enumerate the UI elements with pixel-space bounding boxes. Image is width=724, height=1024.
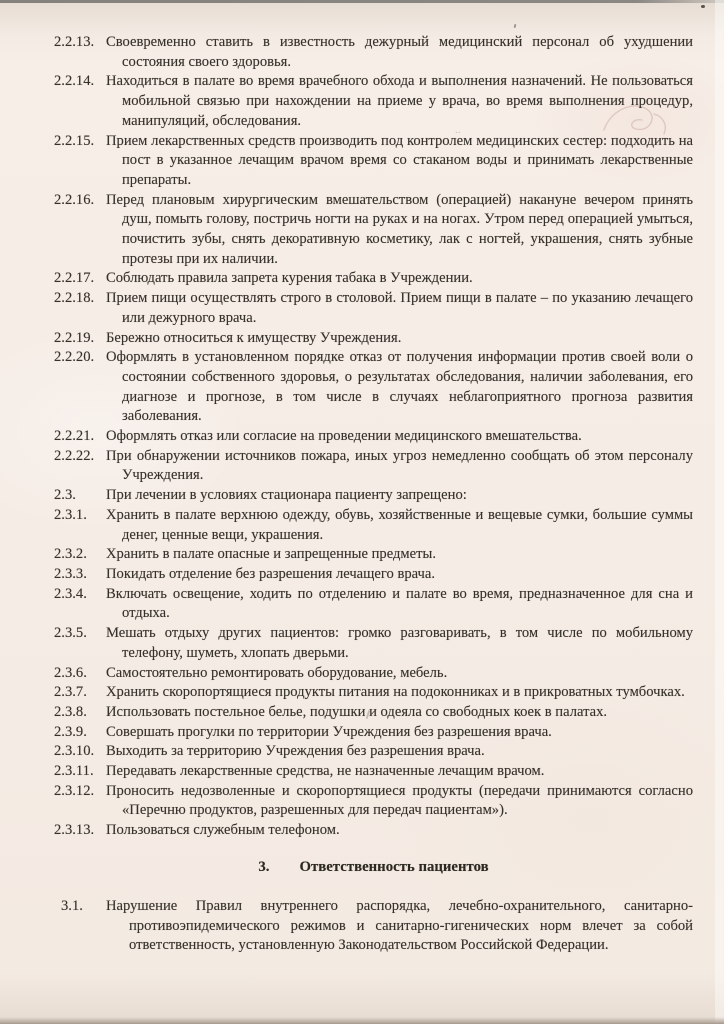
rule-item (54, 486, 693, 506)
rule-number: 2.3.1. (54, 506, 87, 523)
scan-bottom-edge (0, 1017, 724, 1024)
document-body (54, 33, 693, 956)
rule-text: Выходить за территорию Учреждения без разрешения врача. (106, 743, 485, 760)
rule-item (54, 723, 693, 743)
rule-text: Покидать отделение без разрешения лечащего врача. (106, 565, 435, 582)
rule-text: Нарушение Правил внутреннего распорядка, лечебно-охранительного, санитарно-противоэпидемического режимов и санитарно-гигенических норм влечет за собой ответственность, установленную Законодательством Российской Федерации. (106, 897, 693, 954)
rule-item (54, 289, 693, 328)
rule-text: Оформлять отказ или согласие на проведении медицинского вмешательства. (106, 428, 582, 445)
rule-number: 2.3.2. (54, 546, 87, 563)
rule-number: 2.3.3. (54, 565, 87, 582)
ink-speck (701, 5, 705, 8)
rule-number: 2.3.4. (54, 585, 87, 602)
scan-top-shadow (0, 3, 724, 33)
rule-number: 2.3.8. (54, 703, 87, 720)
rule-number: 2.2.13. (54, 34, 95, 50)
rule-text: Хранить в палате верхнюю одежду, обувь, хозяйственные и вещевые сумки, большие суммы денег, ценные вещи, украшения. (106, 506, 693, 543)
rule-text: Использовать постельное белье, подушки и одеяла со свободных коек в палатах. (106, 703, 608, 720)
rule-text: Бережно относиться к имуществу Учреждения. (106, 329, 402, 346)
rule-number: 2.3.13. (54, 822, 95, 839)
rule-number: 2.3.9. (54, 723, 87, 740)
rule-item (54, 447, 693, 486)
rule-item (54, 585, 693, 624)
paper-right-edge (715, 0, 724, 1024)
rule-text: Передавать лекарственные средства, не назначенные лечащим врачом. (106, 763, 545, 780)
rule-item (61, 897, 693, 956)
rule-number: 2.2.14. (54, 73, 95, 90)
rule-item (54, 683, 693, 703)
rule-text: Проносить недозволенные и скоропортящиеся продукты (передачи принимаются согласно «Перечню продуктов, разрешенных для передач пациентам»). (106, 782, 693, 819)
rule-item (54, 742, 693, 762)
rule-number: 2.2.22. (54, 447, 95, 464)
rule-number: 2.2.20. (54, 349, 95, 366)
rule-text: Хранить скоропортящиеся продукты питания на подоконниках и в прикроватных тумбочках. (106, 684, 685, 701)
rule-text: Оформлять в установленном порядке отказ от получения информации против своей воли о состоянии собственного здоровья, о результатах обследования, наличии заболевания, его диагнозе и прогнозе, в том числе в случаях неблагоприятного прогноза развития заболевания. (106, 349, 693, 425)
rule-text: Своевременно ставить в известность дежурный медицинский персонал об ухудшении состояния своего здоровья. (106, 34, 693, 70)
rule-number: 2.3.5. (54, 625, 87, 642)
rule-item (54, 269, 693, 289)
rule-item (54, 33, 693, 72)
rule-text: Находиться в палате во время врачебного обхода и выполнения назначений. Не пользоваться мобильной связью при нахождении на приеме у врача, во время выполнения процедур, манипуляций, обследования. (106, 73, 693, 129)
rule-number: 2.3.10. (54, 743, 95, 760)
rule-number: 2.2.21. (54, 428, 95, 445)
rule-text: Прием пищи осуществлять строго в столовой. Прием пищи в палате – по указанию лечащего или дежурного врача. (106, 290, 693, 326)
rule-item (54, 191, 693, 270)
rule-item (54, 329, 693, 349)
rule-number: 2.3. (54, 487, 76, 504)
rule-number: 3.1. (61, 897, 83, 914)
rule-text: Соблюдать правила запрета курения табака в Учреждении. (106, 270, 473, 287)
rule-item (54, 427, 693, 447)
section-title: Ответственность пациентов (299, 858, 489, 875)
rule-item (54, 72, 693, 136)
rule-text: Включать освещение, ходить по отделению и палате во время, предназначенное для сна и отдыха. (106, 585, 693, 622)
rule-item (54, 664, 693, 684)
rule-number: 2.3.6. (54, 664, 87, 681)
rule-text: При лечении в условиях стационара пациенту запрещено: (106, 487, 467, 504)
rule-item (54, 782, 693, 821)
rule-text: Самостоятельно ремонтировать оборудование, мебель. (106, 664, 448, 681)
rule-item (54, 624, 693, 663)
rule-item (54, 506, 693, 545)
rule-number: 2.2.16. (54, 191, 95, 208)
rule-item (54, 545, 693, 565)
rule-number: 2.2.19. (54, 329, 95, 346)
rule-item (54, 132, 693, 191)
rule-text: Перед плановым хирургическим вмешательством (операцией) накануне вечером принять душ, помыть голову, постричь ногти на руках и на ногах. Утром перед операцией умыться, почистить зубы, снять декоративную косметику, лак с ногтей, украшения, снять зубные протезы при их наличии. (106, 191, 693, 267)
rule-text: Пользоваться служебным телефоном. (106, 822, 340, 839)
rule-item (54, 762, 693, 782)
section-heading (54, 857, 693, 877)
rule-text: Прием лекарственных средств производить под контролем медицинских сестер: подходить на пост в указанное лечащим врачом время со стаканом воды и принимать лекарственные препараты. (106, 132, 693, 188)
rule-number: 2.3.7. (54, 684, 87, 701)
rule-text: При обнаружении источников пожара, иных угроз немедленно сообщать об этом персоналу Учреждения. (106, 447, 693, 484)
rule-text: Хранить в палате опасные и запрещенные предметы. (106, 546, 436, 563)
rule-text: Мешать отдыху других пациентов: громко разговаривать, в том числе по мобильному телефону, шуметь, хлопать дверьми. (106, 625, 693, 661)
rule-item (54, 565, 693, 585)
rule-number: 2.2.15. (54, 132, 95, 149)
rule-text: Совершать прогулки по территории Учреждения без разрешения врача. (106, 723, 552, 740)
rule-number: 2.3.12. (54, 782, 95, 799)
section-number: 3. (258, 858, 270, 875)
rule-item (54, 348, 693, 427)
pencil-mark: .. (455, 124, 461, 136)
rule-number: 2.2.17. (54, 270, 95, 287)
rule-item (54, 821, 693, 841)
rule-number: 2.3.11. (54, 763, 94, 780)
rule-item (54, 703, 693, 723)
rule-number: 2.2.18. (54, 290, 95, 307)
